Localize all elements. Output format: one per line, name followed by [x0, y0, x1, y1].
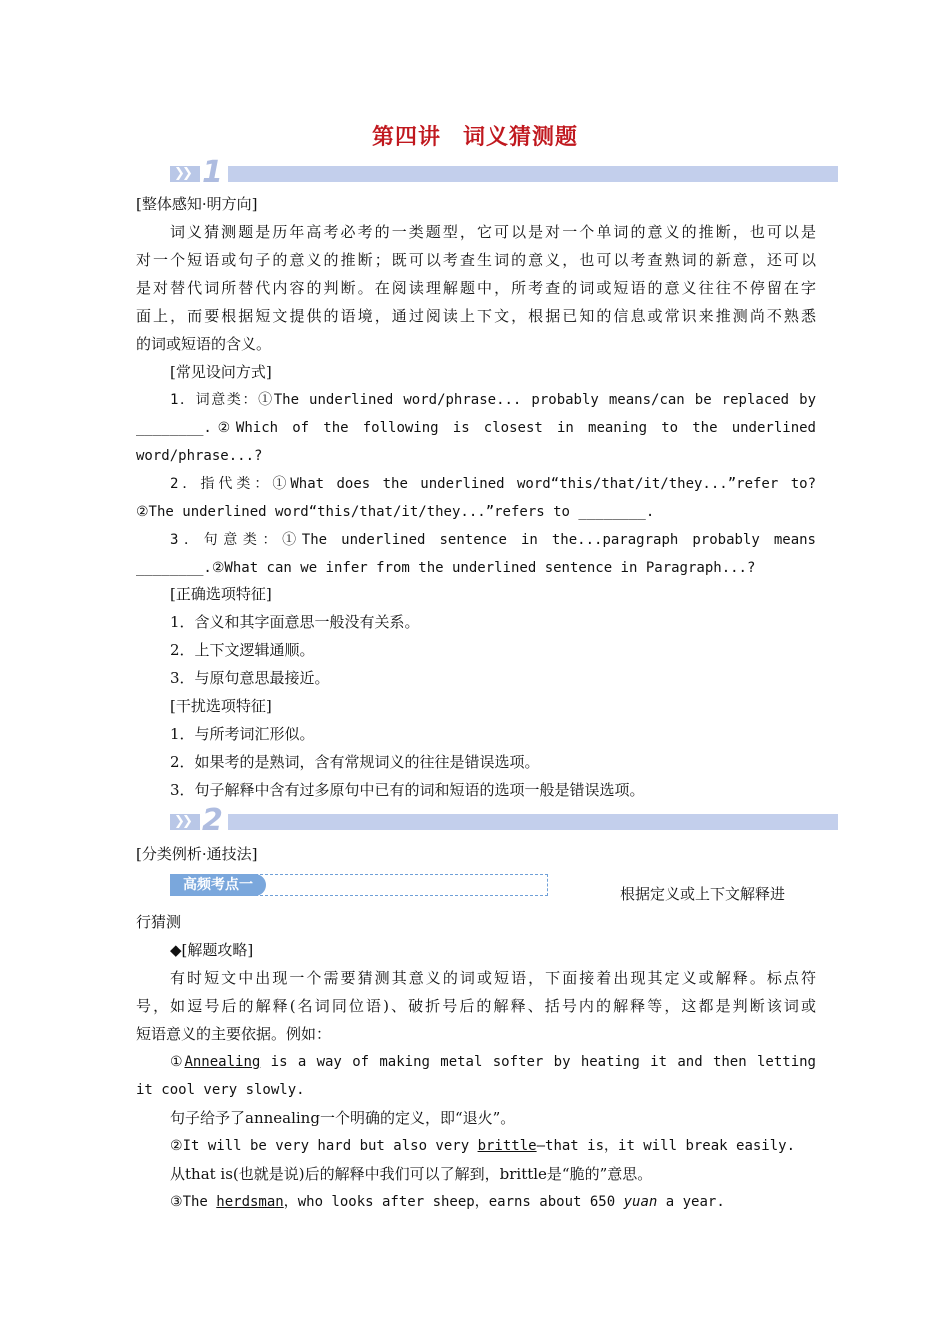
example-text: ，who looks after sheep，earns about 650 [283, 1194, 624, 1210]
overview-line: 词义猜测题是历年高考必考的一类题型，它可以是对一个单词的意义的推断，也可以是 [170, 223, 816, 241]
section-number: 2 [202, 803, 223, 838]
section-2-banner [170, 803, 838, 838]
example-text: a year. [657, 1194, 725, 1210]
example-text-italic: yuan [623, 1194, 658, 1210]
example-marker: ③ [170, 1194, 183, 1210]
key-point-badge: 高频考点一 [170, 874, 266, 896]
example-2 [170, 1136, 816, 1156]
example-text: —that is，it will break easily. [536, 1138, 796, 1154]
correct-feature-item: 1．含义和其字面意思一般没有关系。 [170, 613, 420, 631]
underlined-word: herdsman [216, 1194, 284, 1210]
section-band [228, 166, 838, 182]
overview-line: 对一个短语或句子的意义的推断；既可以考查生词的意义，也可以考查熟词的新意，还可以 [136, 251, 816, 269]
question-type-line: ________.②What can we infer from the underlined sentence in Paragraph...? [136, 560, 756, 576]
key-point-topic-cont: 行猜测 [136, 913, 182, 931]
section-1-banner [170, 155, 838, 190]
underlined-word: Annealing [184, 1054, 261, 1070]
title-lecture: 第四讲 [371, 124, 441, 150]
example-1-cont: it cool very slowly. [136, 1082, 305, 1098]
underlined-word: brittle [477, 1138, 537, 1154]
question-type-line: ②The underlined word“this/that/it/they...”refers to ________. [136, 504, 655, 520]
question-type-line: 2．指代类：①What does the underlined word“this/that/it/they...”refer to? [170, 476, 816, 492]
example-1-note: 句子给予了annealing一个明确的定义，即“退火”。 [170, 1109, 516, 1127]
question-type-line: word/phrase...? [136, 448, 263, 464]
analysis-header: [分类例析·通技法] [136, 845, 258, 863]
correct-features-header: [正确选项特征] [170, 585, 272, 603]
example-3 [170, 1192, 816, 1212]
overview-line: 是对替代词所替代内容的判断。在阅读理解题中，所考查的词或短语的意义往往不停留在字 [136, 279, 816, 297]
page-title [0, 120, 950, 151]
example-marker: ② [170, 1138, 183, 1154]
distractor-features-header: [干扰选项特征] [170, 697, 272, 715]
key-point-box [170, 874, 548, 896]
overview-line: 的词或短语的含义。 [136, 335, 272, 353]
strategy-line: 短语意义的主要依据。例如： [136, 1025, 332, 1043]
strategy-line: 有时短文中出现一个需要猜测其意义的词或短语，下面接着出现其定义或解释。标点符 [170, 969, 816, 987]
double-arrow-icon: ❯ ❯ [170, 814, 200, 830]
section-number: 1 [202, 155, 223, 190]
strategy-header: ◆[解题攻略] [170, 941, 254, 959]
distractor-feature-item: 1．与所考词汇形似。 [170, 725, 315, 743]
section-band [228, 814, 838, 830]
question-type-line: 1．词意类：①The underlined word/phrase... probably means/can be replaced by [170, 392, 816, 408]
example-2-note: 从that is(也就是说)后的解释中我们可以了解到，brittle是“脆的”意思。 [170, 1165, 653, 1183]
strategy-line: 号，如逗号后的解释(名词同位语)、破折号后的解释、括号内的解释等，这都是判断该词或 [136, 997, 816, 1015]
distractor-feature-item: 2．如果考的是熟词，含有常规词义的往往是错误选项。 [170, 753, 540, 771]
correct-feature-item: 3．与原句意思最接近。 [170, 669, 330, 687]
question-type-line: ________.②Which of the following is closest in meaning to the underlined [136, 420, 816, 436]
overview-header: [整体感知·明方向] [136, 195, 258, 213]
question-type-line: 3．句意类：①The underlined sentence in the...paragraph probably means [170, 532, 816, 548]
example-text: It will be very hard but also very [182, 1138, 478, 1154]
distractor-feature-item: 3．句子解释中含有过多原句中已有的词和短语的选项一般是错误选项。 [170, 781, 645, 799]
question-types-header: [常见设问方式] [170, 363, 272, 381]
overview-line: 面上，而要根据短文提供的语境，通过阅读上下文，根据已知的信息或常识来推测尚不熟悉 [136, 307, 816, 325]
title-topic: 词义猜测题 [463, 124, 579, 150]
double-arrow-icon: ❯ ❯ [170, 166, 200, 182]
key-point-topic: 根据定义或上下文解释进 [620, 885, 786, 903]
example-1 [170, 1052, 816, 1072]
correct-feature-item: 2．上下文逻辑通顺。 [170, 641, 315, 659]
example-text: is a way of making metal softer by heating it and then letting [260, 1054, 816, 1070]
example-marker: ① [170, 1054, 185, 1070]
example-text: The [182, 1194, 217, 1210]
